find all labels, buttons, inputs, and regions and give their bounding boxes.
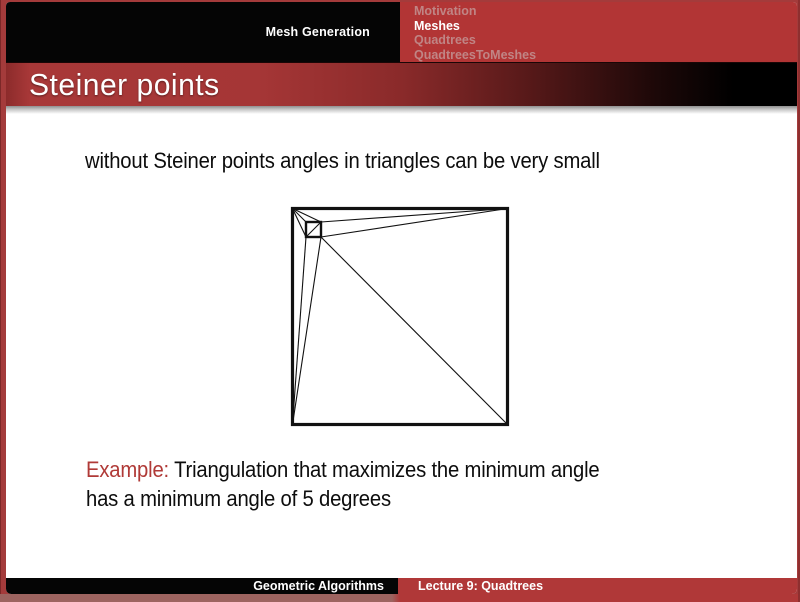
nav-item-quadtrees[interactable]: Quadtrees [414,33,476,47]
triangulation-edge [321,237,508,425]
intro-text-line: without Steiner points angles in triangles can be very small [85,148,600,173]
example-label: Example: [86,457,169,482]
example-line-1-text: Triangulation that maximizes the minimum angle [174,457,600,482]
header-lecture-panel [6,2,400,62]
nav-item-meshes[interactable]: Meshes [414,18,460,33]
slide-title: Steiner points [29,66,220,102]
triangulation-edge [321,209,508,238]
triangulation-edge [321,209,508,223]
page-left-border [0,0,1,602]
triangulation-edge [293,209,322,223]
example-block [86,455,797,513]
lecture-title: Mesh Generation [265,25,370,39]
footer-lecture-panel [398,578,797,594]
figure-wrap [285,200,515,438]
footer-lecture-label: Lecture 9: Quadtrees [418,579,544,593]
slide-header [6,2,797,62]
triangulation-figure [285,200,515,433]
example-line-2-text: has a minimum angle of 5 degrees [86,486,391,511]
slide-content [6,114,797,578]
header-section-nav [400,2,797,62]
page-bottom-strip [0,594,800,602]
intro-text [85,148,657,174]
footer-course-title: Geometric Algorithms [253,579,384,593]
example-line-2 [86,484,391,513]
triangulation-edge [293,237,322,425]
footer-course-panel [6,578,398,594]
nav-item-quadtreestomeshes[interactable]: QuadtreesToMeshes [414,47,537,62]
triangulation-edge [293,209,307,238]
triangulation-edge [306,222,321,237]
triangulation-edge [293,237,307,425]
slide [6,2,797,594]
title-bar-shadow [6,106,797,114]
slide-footer [6,578,797,594]
nav-item-motivation[interactable]: Motivation [414,4,477,18]
example-line-1 [86,455,599,484]
slide-title-bar [6,62,797,106]
triangulation-edge [293,209,307,223]
